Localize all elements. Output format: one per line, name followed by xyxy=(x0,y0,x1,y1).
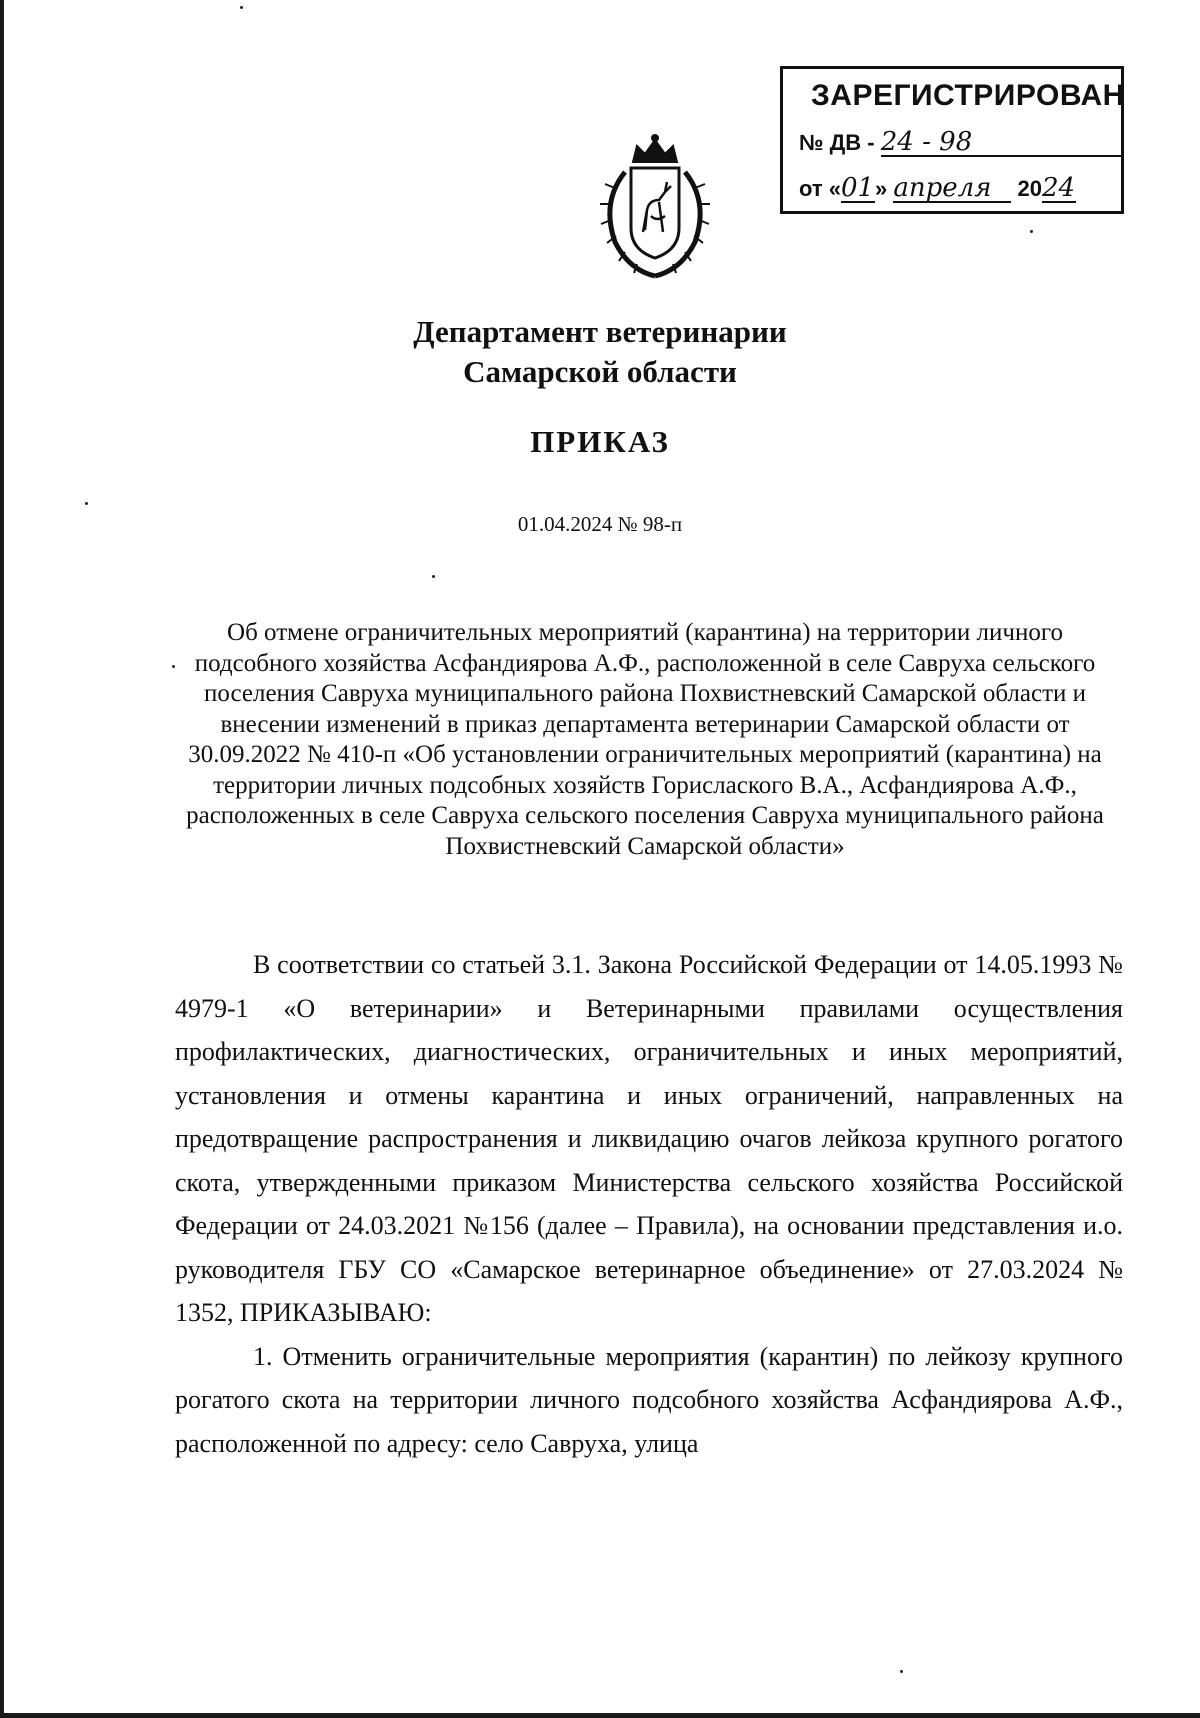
department-name-line1: Департамент ветеринарии xyxy=(413,314,787,349)
body-paragraph-preamble: В соответствии со статьей 3.1. Закона Российской Федерации от 14.05.1993 № 4979-1 «О ветеринарии» и Ветеринарными правилами осуществления профилактических, диагностических, ограничительных и иных мероприятий, установления и отмены карантина и иных ограничений, направленных на предотвращение распространения и ликвидацию очагов лейкоза крупного рогатого скота, утвержденными приказом Министерства сельского хозяйства Российской Федерации от 24.03.2021 №156 (далее – Правила), на основании представления и.о. руководителя ГБУ СО «Самарское ветеринарное объединение» от 27.03.2024 № 1352, ПРИКАЗЫВАЮ: xyxy=(175,950,1123,1327)
stamp-month-handwritten: апреля xyxy=(893,175,1011,203)
stamp-date-line xyxy=(799,175,1076,203)
order-body xyxy=(175,943,1123,1465)
stamp-title: ЗАРЕГИСТРИРОВАН xyxy=(811,79,1125,112)
department-heading xyxy=(0,312,1200,392)
document-type-title: ПРИКАЗ xyxy=(530,424,670,459)
stamp-date-quote-close: » xyxy=(875,176,888,201)
scan-speck xyxy=(240,6,243,9)
order-date-number: 01.04.2024 № 98-п xyxy=(517,512,683,536)
scan-speck xyxy=(432,575,435,578)
scan-speck xyxy=(85,502,88,505)
scan-speck xyxy=(900,1670,903,1673)
scan-border-left xyxy=(0,0,4,1718)
stamp-year-prefix: 20 xyxy=(1017,176,1042,201)
stamp-year-handwritten: 24 xyxy=(1042,173,1076,203)
stamp-number-handwritten: 24 - 98 xyxy=(881,129,1017,157)
order-subject: Об отмене ограничительных мероприятий (карантина) на территории личного подсобного хозяйства Асфандиярова А.Ф., расположенной в селе Савруха сельского поселения Савруха муниципального района Похвистневский Самарской области и внесении изменений в приказ департамента ветеринарии Самарской области от 30.09.2022 № 410-п «Об установлении ограничительных мероприятий (карантина) на территории личных подсобных хозяйств Горислаского В.А., Асфандиярова А.Ф., расположенных в селе Савруха сельского поселения Савруха муниципального района Похвистневский Самарской области» xyxy=(186,619,1104,860)
body-paragraph-item-1: 1. Отменить ограничительные мероприятия (карантин) по лейкозу крупного рогатого скота на территории личного подсобного хозяйства Асфандиярова А.Ф., расположенной по адресу: село Савруха, улица xyxy=(175,1341,1123,1458)
stamp-fill-line xyxy=(1017,135,1121,157)
stamp-date-prefix: от « xyxy=(799,176,842,201)
stamp-day-handwritten: 01 xyxy=(841,173,875,203)
department-name-line2: Самарской области xyxy=(463,354,737,389)
samara-coat-of-arms-icon xyxy=(585,132,725,282)
registration-stamp xyxy=(780,66,1124,214)
scan-border-bottom xyxy=(0,1713,1200,1718)
stamp-number-line xyxy=(799,129,1121,157)
stamp-number-prefix: № ДВ - xyxy=(799,130,875,155)
scan-speck xyxy=(1030,230,1033,233)
